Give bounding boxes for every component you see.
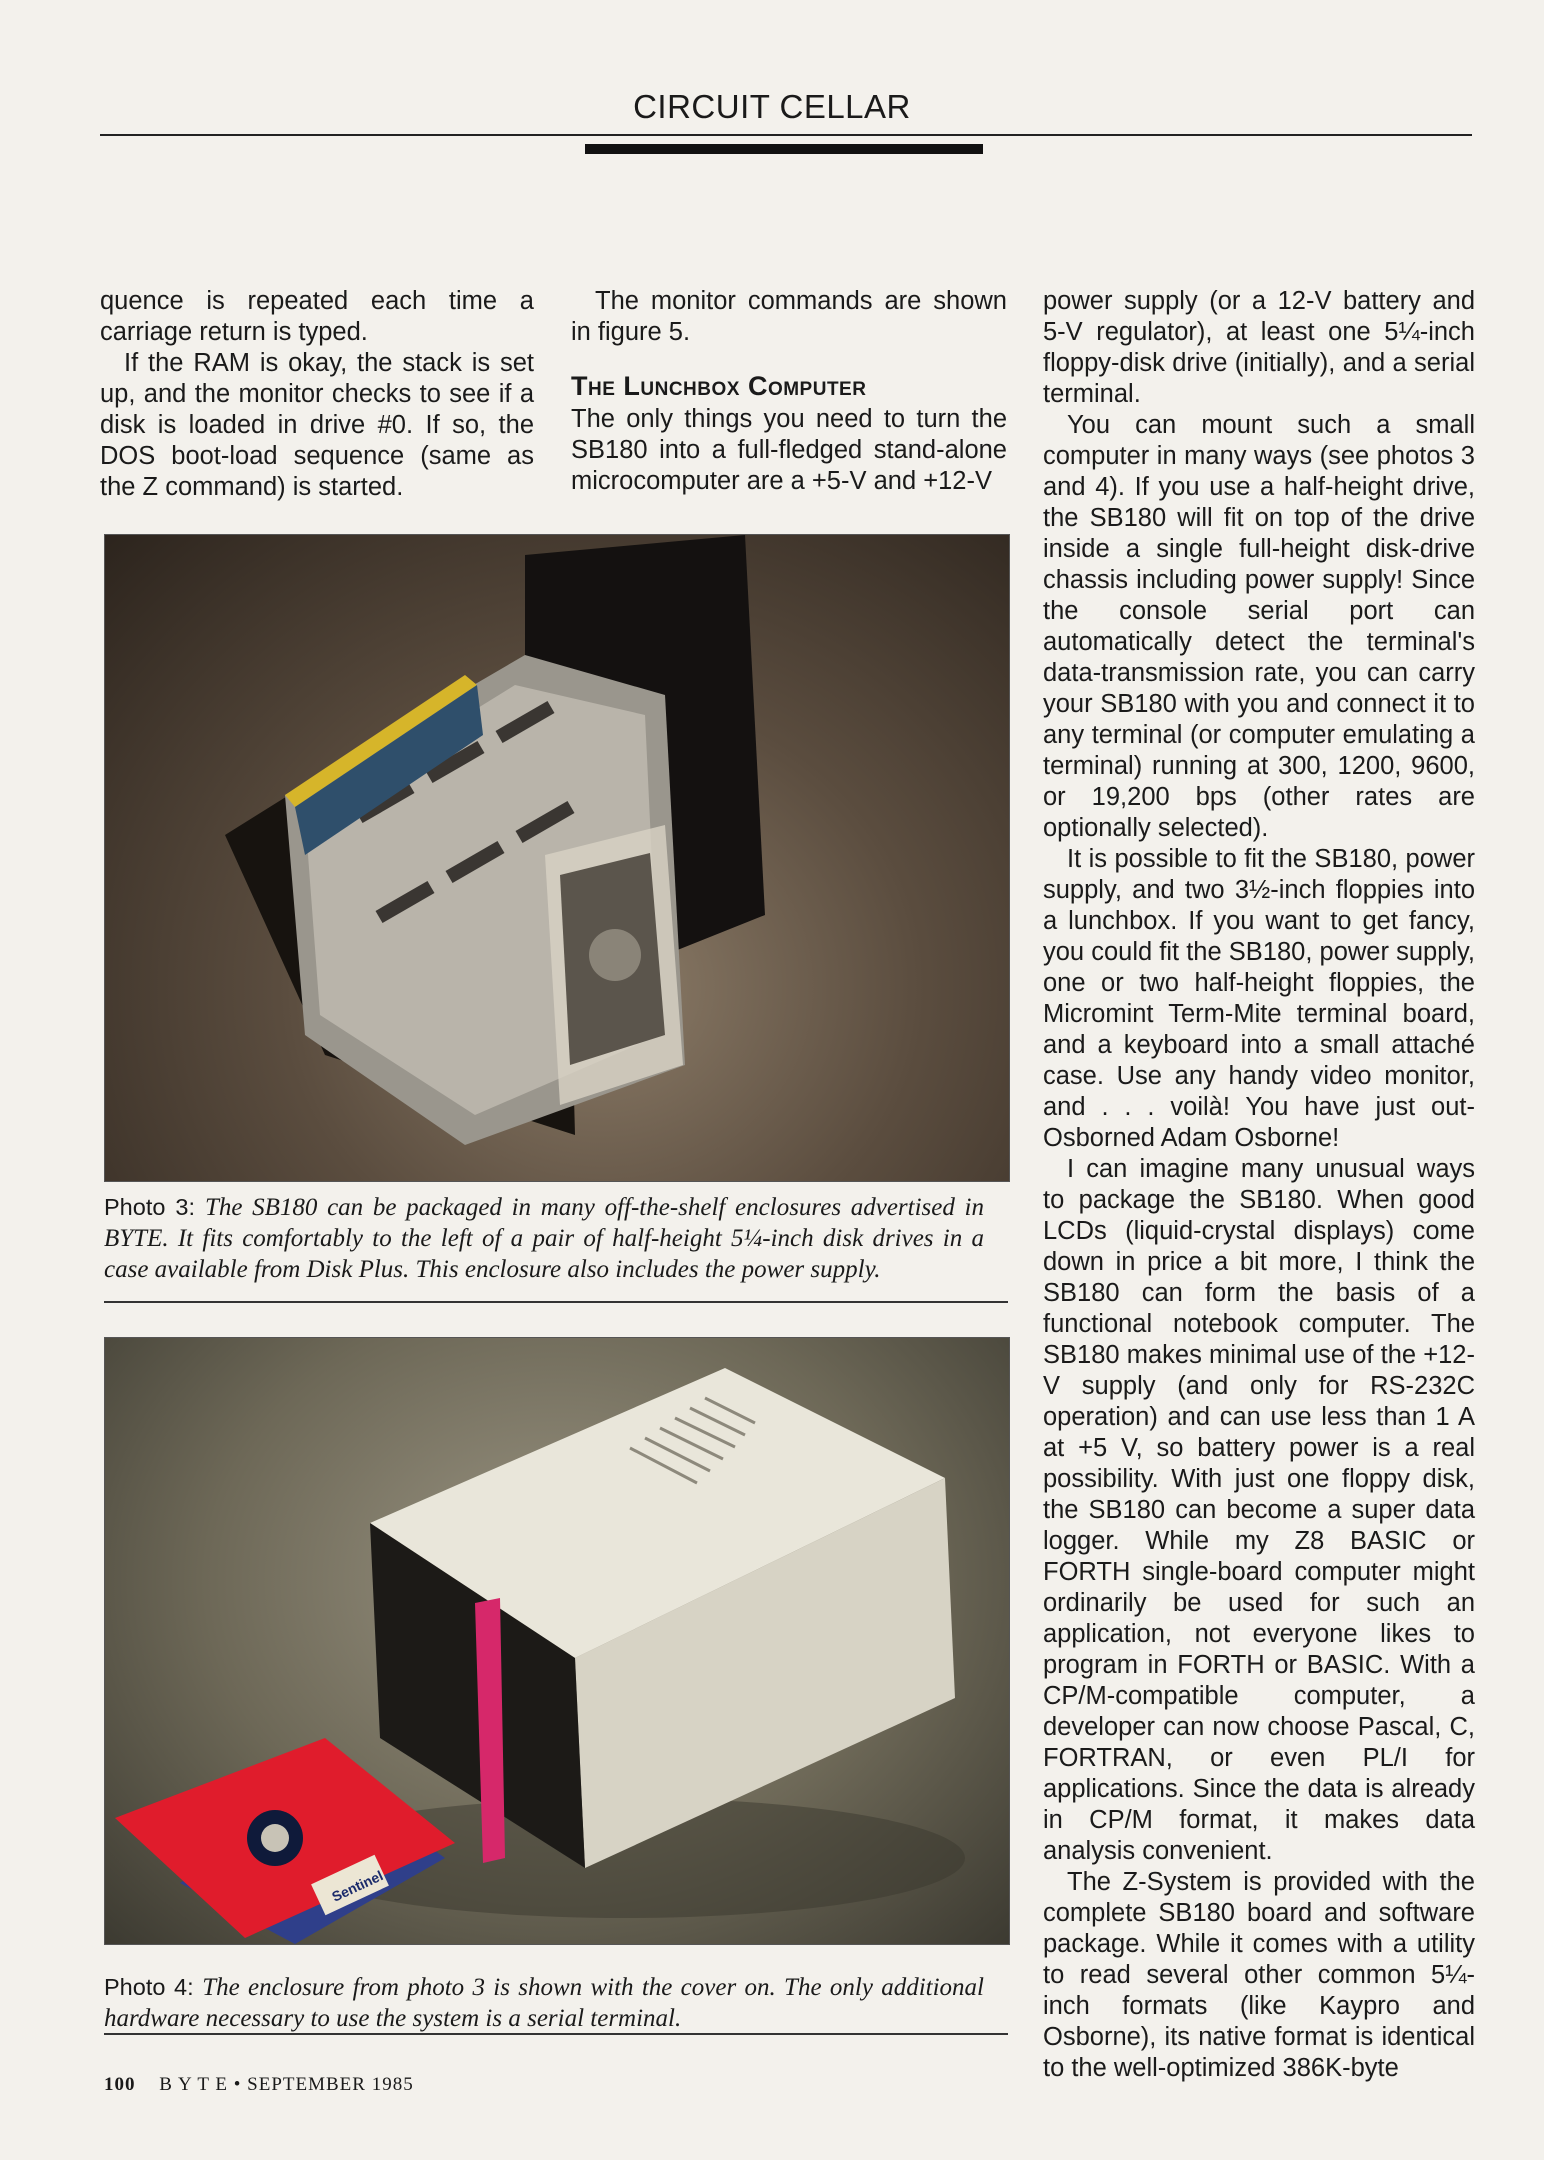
photo-4-caption-text: The enclosure from photo 3 is shown with the cover on. The only additional hardware necessary to use the system is a serial terminal.: [104, 1974, 985, 2032]
photo-4-closed-enclosure: [104, 1337, 1010, 1945]
page-number: 100: [104, 2074, 136, 2095]
col3-paragraph-4: I can imagine many unusual ways to package the SB180. When good LCDs (liquid-crystal displays) come down in price a bit more, I think the SB180 can form the basis of a functional notebook computer. The SB180 makes minimal use of the +12-V supply (and only for RS-232C operation) and can use less than 1 A at +5 V, so battery power is a real possibility. With just one floppy disk, the SB180 can become a super data logger. While my Z8 BASIC or FORTH single-board computer might ordinarily be used for such an application, not everyone likes to program in FORTH or BASIC. With a CP/M-compatible computer, a developer can now choose Pascal, C, FORTRAN, or even PL/I for applications. Since the data is already in CP/M format, it makes data analysis convenient.: [1043, 1155, 1475, 1865]
column-3: [1043, 286, 1475, 2084]
page-footer: [104, 2074, 414, 2096]
col1-paragraph-1: quence is repeated each time a carriage return is typed.: [100, 287, 534, 346]
section-title: CIRCUIT CELLAR: [633, 88, 911, 125]
col2-paragraph-2: The only things you need to turn the SB180 into a full-fledged stand-alone microcomputer are a +5-V and +12-V: [571, 405, 1007, 495]
header-rule: [100, 134, 1472, 136]
disk-label-text: Sentinel: [329, 1867, 386, 1905]
footer-publication: B Y T E • SEPTEMBER 1985: [159, 2074, 414, 2095]
section-heading: The Lunchbox Computer: [571, 371, 867, 401]
column-1: [100, 286, 534, 503]
photo-3-caption-text: The SB180 can be packaged in many off-the-shelf enclosures advertised in BYTE. It fits comfortably to the left of a pair of half-height 5¼-inch disk drives in a case available from Disk Plus. This enclosure also includes the power supply.: [104, 1194, 985, 1283]
col3-paragraph-2: You can mount such a small computer in many ways (see photos 3 and 4). If you use a half-height drive, the SB180 will fit on top of the drive inside a single full-height disk-drive chassis including power supply! Since the console serial port can automatically detect the terminal's data-transmission rate, you can carry your SB180 with you and connect it to any terminal (or computer emulating a terminal) running at 300, 1200, 9600, or 19,200 bps (other rates are optionally selected).: [1043, 411, 1475, 842]
col3-paragraph-5: The Z-System is provided with the complete SB180 board and software package. While it comes with a utility to read several other common 5¼-inch formats (like Kaypro and Osborne), its native format is identical to the well-optimized 386K-byte: [1043, 1868, 1475, 2082]
col3-paragraph-1: power supply (or a 12-V battery and 5-V regulator), at least one 5¼-inch floppy-disk drive (initially), and a serial terminal.: [1043, 287, 1475, 408]
column-2: [571, 286, 1007, 497]
photo-3-label: Photo 3:: [104, 1194, 195, 1220]
col3-paragraph-3: It is possible to fit the SB180, power supply, and two 3½-inch floppies into a lunchbox. If you want to get fancy, you could fit the SB180, power supply, one or two half-height floppies, the Micromint Term-Mite terminal board, and a keyboard into a small attaché case. Use any handy video monitor, and . . . voilà! You have just out-Osborned Adam Osborne!: [1043, 845, 1475, 1152]
photo-4-caption: [104, 1972, 984, 2034]
photo-3-illustration: [105, 535, 1009, 1181]
photo-4-label: Photo 4:: [104, 1974, 194, 2000]
col1-paragraph-2: If the RAM is okay, the stack is set up, and the monitor checks to see if a disk is loaded in drive #0. If so, the DOS boot-load sequence (same as the Z command) is started.: [100, 349, 534, 501]
photo-3-caption: [104, 1192, 984, 1285]
col2-paragraph-1: The monitor commands are shown in figure 5.: [571, 287, 1007, 346]
header-bar: [585, 144, 983, 154]
photo-3-open-enclosure: [104, 534, 1010, 1182]
caption-rule: [104, 1301, 1008, 1303]
photo-4-illustration: [105, 1338, 1009, 1944]
caption-rule: [104, 2033, 1008, 2035]
